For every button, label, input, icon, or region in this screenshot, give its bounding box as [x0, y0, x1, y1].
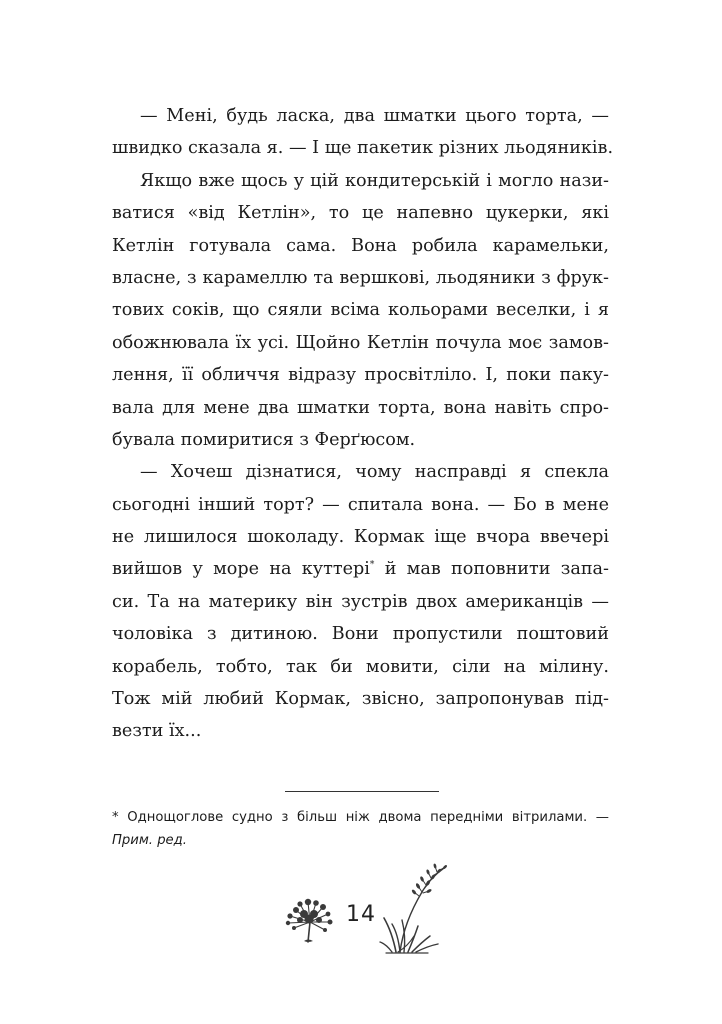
text-line: Тож мій любий Кормак, звісно, запропонував під- [112, 689, 609, 710]
text-line: тових соків, що сяяли всіма кольорами веселки, і я [112, 300, 609, 321]
text-line: швидко сказала я. — І ще пакетик різних льодяників. [112, 138, 614, 159]
text-line: бувала помиритися з Ферґюсом. [112, 429, 416, 450]
text-line: лення, її обличчя відразу просвітліло. І, поки паку- [112, 365, 609, 386]
text-line: вала для мене два шматки торта, вона навіть спро- [112, 397, 609, 418]
dandelion-illustration-icon [278, 892, 340, 948]
text-line: ватися «від Кетлін», то це напевно цукерки, які [112, 203, 609, 224]
text-line: — Мені, будь ласка, два шматки цього торта, — [140, 106, 609, 126]
text-line: Кетлін готувала сама. Вона робила карамельки, [112, 235, 609, 256]
text-line: корабель, тобто, так би мовити, сіли на мілину. [112, 656, 609, 677]
text-line: власне, з карамеллю та вершкові, льодяники з фрук- [112, 267, 609, 288]
text-line: везти їх... [112, 721, 202, 742]
body-text [112, 100, 614, 748]
footnote-text: * Однощоглове судно з більш ніж двома передніми вітрилами. — [112, 810, 609, 825]
text-line: не лишилося шоколаду. Кормак іще вчора ввечері [112, 527, 609, 548]
text-line: Якщо вже щось у цій кондитерській і могло нази- [140, 170, 609, 191]
footnote-mark: * [369, 560, 375, 571]
text-line: си. Та на материку він зустрів двох американців — [112, 591, 609, 612]
text-segment: й мав поповнити запа- [374, 559, 609, 580]
text-segment: вийшов у море на куттері [112, 559, 370, 580]
text-line: сьогодні інший торт? — спитала вона. — Бо в мене [112, 494, 609, 515]
footnote-divider [285, 791, 439, 792]
footnote-attribution: Прим. ред. [112, 833, 187, 848]
text-line: чоловіка з дитиною. Вони пропустили поштовий [112, 624, 609, 645]
text-line-with-footnote [112, 553, 609, 585]
page-number: 14 [346, 902, 376, 927]
text-line: — Хочеш дізнатися, чому насправді я спекла [140, 462, 609, 483]
footnote [112, 806, 609, 852]
text-line: обожнювала їх усі. Щойно Кетлін почула моє замов- [112, 332, 609, 353]
grass-illustration-icon [378, 862, 460, 958]
